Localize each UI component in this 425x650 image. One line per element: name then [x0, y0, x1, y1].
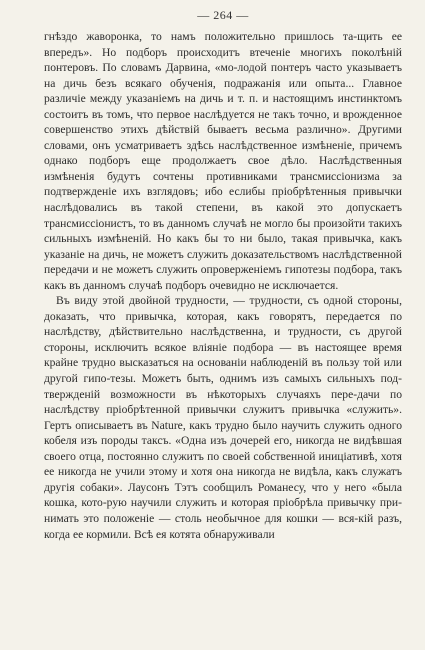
page-number: — 264 — [197, 8, 249, 22]
paragraph-1: гнѣздо жаворонка, то намъ положительно пришлось та-щить ее впередъ». Но подборъ происходитъ втеченіе многихъ поколѣній понтеровъ. По словамъ Дарвина, «мо-лодой понтеръ часто указываетъ на дичь безъ всякаго обученія, подражанія или опыта... Главное различіе между указаніемъ на дичь и т. п. и настоящимъ инстинктомъ состоитъ въ томъ, что первое наслѣдуется не такъ точно, и врожденное совершенство этихъ дѣйствій бываетъ весьма различно». Другими словами, онъ усматриваетъ здѣсь наслѣдственное измѣненіе, причемъ однако подборъ еще продолжаетъ свое дѣло. Наслѣдственныя измѣненія будутъ сочтены противниками трансмиссіонизма за подтвержденіе ихъ взглядовъ; ибо еслибы пріобрѣтенныя привычки наслѣдовались въ такой степени, въ какой это допускаетъ трансмиссіонистъ, то въ данномъ случаѣ не могло бы произойти такихъ сильныхъ измѣненій. Но какъ бы то ни было, такая привычка, какъ указаніе на дичь, не можетъ служить доказательствомъ наслѣдственной передачи и не можетъ служить опроверженіемъ гипотезы подбора, такъ какъ въ данномъ случаѣ подборъ очевидно не исключается. [44, 30, 402, 292]
paragraph-2: Въ виду этой двойной трудности, — трудности, съ одной стороны, доказать, что привычка, которая, какъ говорятъ, передается по наслѣдству, дѣйствительно наслѣдственна, и трудности, съ другой стороны, исключить всякое вліяніе подбора — въ настоящее время крайне трудно высказаться на основаніи наблюденій въ пользу той или другой гипо-тезы. Можетъ быть, однимъ изъ самыхъ сильныхъ под-твержденій возможности въ нѣкоторыхъ случаяхъ пере-дачи по наслѣдству пріобрѣтенной привычки служитъ привычка «служить». Гертъ описываетъ въ Nature, какъ трудно было научить служить одного кобеля изъ породы таксъ. «Одна изъ дочерей его, никогда не видѣвшая своего отца, постоянно служитъ по своей собственной иниціативѣ, хотя ее никогда не учили этому и хотя она никогда не видѣла, какъ служатъ другія собаки». Лаусонъ Тэтъ сообщилъ Романесу, что у него «была кошка, кото-рую научили служить и которая пріобрѣла привычку при-нимать это положеніе — столь необычное для кошки — вся-кій разъ, когда ее кормили. Всѣ ея котята обнаруживали [44, 294, 402, 541]
